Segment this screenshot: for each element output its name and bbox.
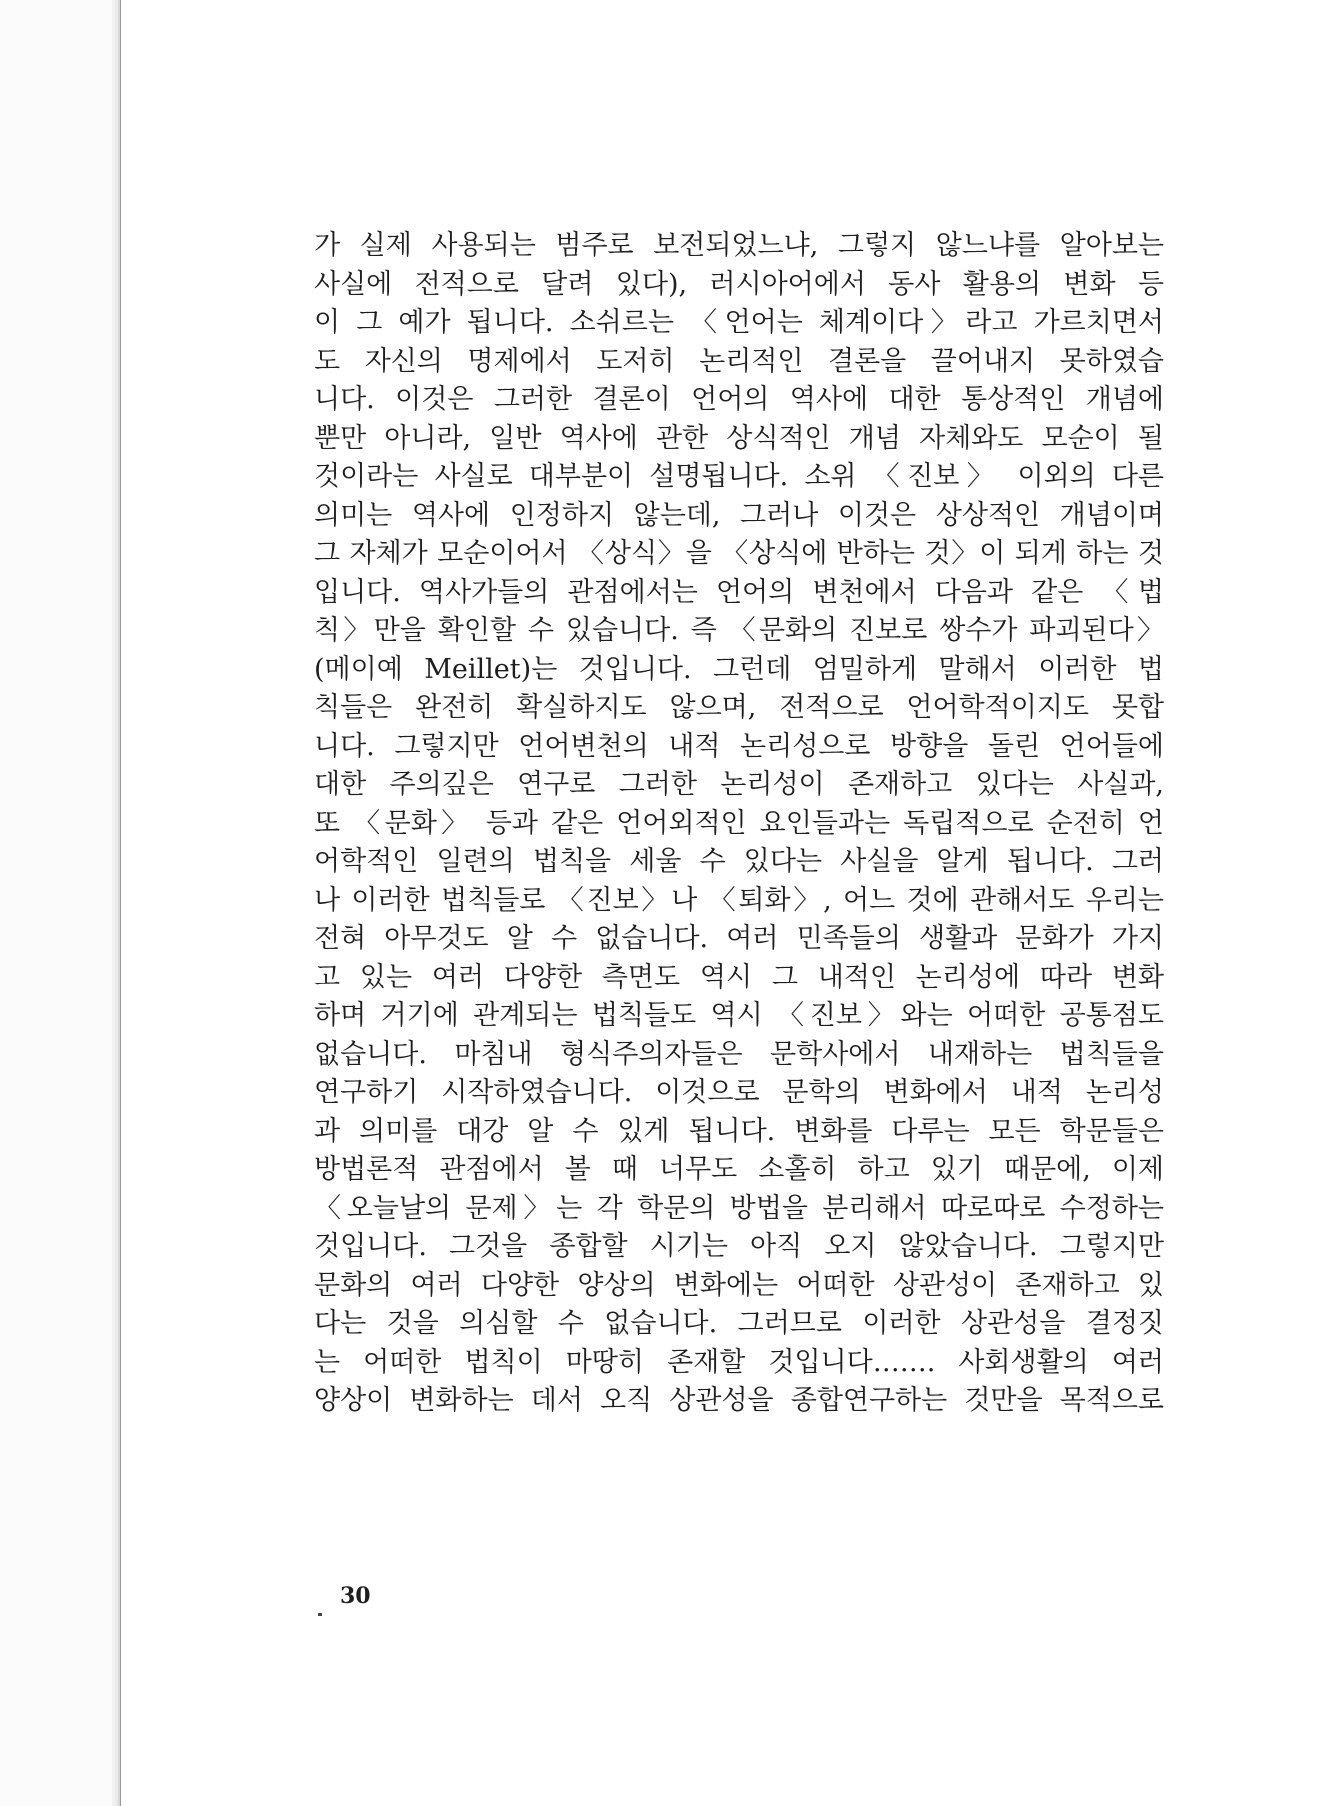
- text-line: 다는 것을 의심할 수 없습니다. 그러므로 이러한 상관성을 결정짓: [314, 1308, 1164, 1339]
- text-line: 뿐만 아니라, 일반 역사에 관한 상식적인 개념 자체와도 모순이 될: [314, 422, 1164, 454]
- text-line: 과 의미를 대강 알 수 있게 됩니다. 변화를 다루는 모든 학문들은: [314, 1115, 1164, 1147]
- text-line: 것이라는 사실로 대부분이 설명됩니다. 소위 〈진보〉 이외의 다른: [314, 461, 1164, 492]
- text-line: 양상이 변화하는 데서 오직 상관성을 종합연구하는 것만을 목적으로: [314, 1385, 1164, 1416]
- text-line: (메이예 Meillet)는 것입니다. 그런데 엄밀하게 말해서 이러한 법: [314, 653, 1164, 685]
- body-text: [314, 227, 1164, 1421]
- text-line: 고 있는 여러 다양한 측면도 역시 그 내적인 논리성에 따라 변화: [314, 961, 1164, 993]
- text-line: 는 어떠한 법칙이 마땅히 존재할 것입니다……. 사회생활의 여러: [314, 1346, 1164, 1378]
- text-line: 문화의 여러 다양한 양상의 변화에는 어떠한 상관성이 존재하고 있: [314, 1269, 1164, 1301]
- page-number: 30: [340, 1583, 371, 1609]
- text-line: 전혀 아무것도 알 수 없습니다. 여러 민족들의 생활과 문화가 가지: [314, 923, 1164, 954]
- text-line: 니다. 이것은 그러한 결론이 언어의 역사에 대한 통상적인 개념에: [314, 384, 1164, 415]
- text-line: 하며 거기에 관계되는 법칙들도 역시 〈진보〉와는 어떠한 공통점도: [314, 1000, 1164, 1031]
- text-line: 사실에 전적으로 달려 있다), 러시아어에서 동사 활용의 변화 등: [314, 268, 1164, 300]
- text-line: 방법론적 관점에서 볼 때 너무도 소홀히 하고 있기 때문에, 이제: [314, 1154, 1164, 1185]
- text-line: 그 자체가 모순이어서 〈상식〉을 〈상식에 반하는 것〉이 되게 하는 것: [314, 538, 1164, 569]
- text-line: 이 그 예가 됩니다. 소쉬르는 〈언어는 체계이다〉라고 가르치면서: [314, 307, 1164, 338]
- text-line: 도 자신의 명제에서 도저히 논리적인 결론을 끌어내지 못하였습: [314, 345, 1164, 377]
- text-line: 연구하기 시작하였습니다. 이것으로 문학의 변화에서 내적 논리성: [314, 1077, 1164, 1108]
- text-line: 것입니다. 그것을 종합할 시기는 아직 오지 않았습니다. 그렇지만: [314, 1231, 1164, 1262]
- text-line: 대한 주의깊은 연구로 그러한 논리성이 존재하고 있다는 사실과,: [314, 769, 1164, 800]
- text-line: 없습니다. 마침내 형식주의자들은 문학사에서 내재하는 법칙들을: [314, 1038, 1164, 1070]
- text-line: 어학적인 일련의 법칙을 세울 수 있다는 사실을 알게 됩니다. 그러: [314, 846, 1164, 877]
- text-line: 입니다. 역사가들의 관점에서는 언어의 변천에서 다음과 같은 〈법: [314, 576, 1164, 608]
- text-line: 〈오늘날의 문제〉는 각 학문의 방법을 분리해서 따로따로 수정하는: [314, 1192, 1164, 1224]
- text-line: 의미는 역사에 인정하지 않는데, 그러나 이것은 상상적인 개념이며: [314, 499, 1164, 531]
- scan-speck: [318, 1613, 322, 1616]
- text-line: 칙〉만을 확인할 수 있습니다. 즉 〈문화의 진보로 쌍수가 파괴된다〉: [314, 615, 1164, 646]
- text-line: 니다. 그렇지만 언어변천의 내적 논리성으로 방향을 돌린 언어들에: [314, 730, 1164, 762]
- binding-gutter: [113, 0, 115, 1806]
- text-line: 나 이러한 법칙들로 〈진보〉나 〈퇴화〉, 어느 것에 관해서도 우리는: [314, 884, 1164, 916]
- text-line: 가 실제 사용되는 범주로 보전되었느냐, 그렇지 않느냐를 알아보는: [314, 230, 1164, 261]
- text-line: 또 〈문화〉 등과 같은 언어외적인 요인들과는 독립적으로 순전히 언: [314, 807, 1164, 839]
- text-line: 칙들은 완전히 확실하지도 않으며, 전적으로 언어학적이지도 못합: [314, 692, 1164, 723]
